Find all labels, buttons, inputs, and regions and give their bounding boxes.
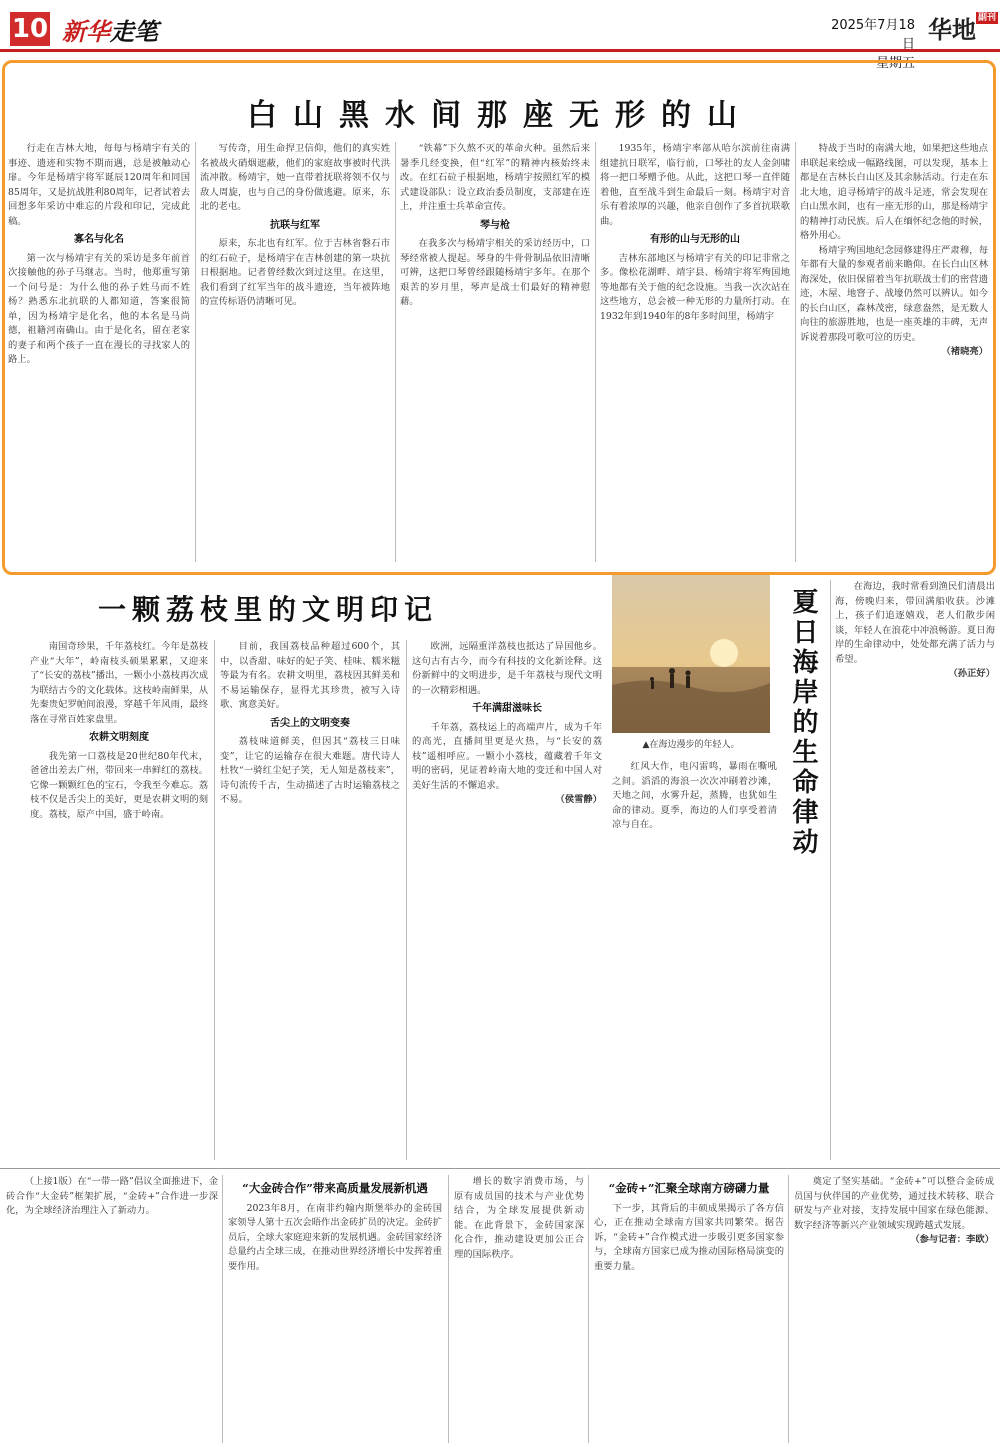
article4-subheading-2: “金砖+”汇聚全球南方磅礴力量: [608, 1181, 770, 1195]
article4-paragraph: 奠定了坚实基础。“金砖+”可以整合金砖成员国与伙伴国的产业优势，通过技术转移、联合研发与产业对接，支持发展中国家在绿色能源、数字经济等新兴产业领域实现跨越式发展。: [794, 1176, 994, 1231]
article1-subheading-2: 抗联与红军: [270, 219, 320, 231]
column-title-main: 新华: [62, 17, 110, 46]
article4-paragraph: 2023年8月，在南非约翰内斯堡举办的金砖国家领导人第十五次会晤作出金砖扩员的决定。金砖扩员后，全球大家庭迎来新的发展机遇。金砖国家经济总量约占全球三成，在推动世界经济增长中发挥着重要作用。: [228, 1202, 442, 1272]
column-title: [62, 12, 158, 47]
article1-paragraph: 第一次与杨靖宇有关的采访是多年前首次接触他的孙子马继志。当时，他郑重写第一个问号是：为什么他的孙子姓马而不姓杨？熟悉东北抗联的人都知道，答案很简单，因为杨靖宇是化名，他的本名是马尚德，祖籍河南确山。由于是化名，留在老家的妻子和两个孩子一直在漫长的寻找家人的路上。: [8, 252, 190, 365]
article4-column-3: [454, 1175, 584, 1443]
article1-paragraph: 行走在吉林大地，每每与杨靖宇有关的事迹、遗迹和实物不期而遇，总是被触动心扉。今年是杨靖宇将军诞辰120周年和同国85周年，又是抗战胜利80周年，记者试着去回想多年采访中难忘的片段和印记，完成此稿。: [8, 143, 190, 227]
article3-author: （孙正好）: [948, 668, 995, 679]
logo-badge: 副刊: [978, 13, 997, 23]
article3-column-2: [835, 580, 995, 1160]
article1-title: 白山黑水间那座无形的山: [247, 98, 753, 133]
article1-paragraph: 原来，东北也有红军。位于吉林省磐石市的红石砬子，是杨靖宇在吉林创建的第一块抗日根据地。记者曾经数次到过这里。在这里，我们看到了红军当年的战斗遗迹，当年被阵地的宣传标语仍清晰可见。: [200, 238, 390, 307]
logo-text: 华地: [928, 15, 976, 44]
article1-column-1: [8, 142, 190, 562]
article1-column-4: [600, 142, 790, 562]
article2-paragraph: 我先第一口荔枝是20世纪80年代末，爸爸出差去广州，带回来一串鲜红的荔枝。它像一颗颗红色的宝石，令我至今难忘。荔枝不仅是舌尖上的美好，更是农耕文明的刻度。荔枝，原产中国，盛于岭南。: [30, 750, 208, 820]
beach-sunset-photo: [612, 575, 770, 733]
photo-caption: ▲在海边漫步的年轻人。: [642, 740, 740, 750]
article4-paragraph: 增长的数字消费市场，与原有成员国的技术与产业优势结合，为全球发展提供新动能。在此背景下，金砖国家深化合作，推动建设更加公正合理的国际秩序。: [454, 1176, 584, 1260]
article1-author: （褚晓亮）: [941, 346, 988, 357]
column-divider: [395, 142, 396, 562]
column-divider: [588, 1175, 589, 1443]
article2-column-3: [412, 640, 602, 1160]
article1-paragraph: 杨靖宇殉国地纪念园修建得庄严肃穆，每年都有大量的参观者前来瞻仰。在长白山区林海深处，依旧保留着当年抗联战士们的密营遗迹，木屋、地窨子、战壕仍然可以辨认。如今的长白山区，森林茂密，绿意盎然，是无数人向往的旅游胜地，也是一座英雄的丰碑，无声诉说着那段可歌可泣的历史。: [800, 244, 988, 343]
page-number: 10: [11, 14, 49, 44]
article3-paragraph: 在海边，我时常看到渔民们清晨出海，傍晚归来，带回满船收获。沙滩上，孩子们追逐嬉戏，老人们散步闲谈，年轻人在浪花中冲浪畅游。夏日海岸的生命律动中，处处都充满了活力与希望。: [835, 581, 995, 665]
article2-column-2: [220, 640, 400, 1160]
article4-column-4: [594, 1175, 784, 1443]
column-title-sub: 走笔: [110, 17, 158, 46]
article2-subheading-1: 农耕文明刻度: [89, 732, 149, 743]
column-divider: [406, 640, 407, 1160]
article2-paragraph: 千年荔，荔枝运上的高端声片，成为千年的高光，直播间里更是火热，与“长安的荔枝”遥相呼应。一颗小小荔枝，蕴藏着千年文明的密码，见证着岭南大地的变迁和中国人对美好生活的不懈追求。: [412, 721, 602, 791]
article4-column-5: [794, 1175, 994, 1443]
article2-subheading-3: 千年满甜滋味长: [472, 703, 542, 714]
weekday-text: 星期五: [875, 56, 915, 71]
article2-author: （侯雪静）: [555, 794, 602, 805]
article3-paragraph: 红风大作，电闪雷鸣，暴雨在嘶吼之间。滔滔的海浪一次次冲刷着沙滩，天地之间，水雾升起，蒸腾，也犹如生命的律动。夏季，海边的人们享受着清凉与自在。: [612, 761, 777, 830]
article4-column-2: [228, 1175, 442, 1443]
article2-paragraph: 欧洲，远隔重洋荔枝也抵达了异国他乡。这句古有古今，而今有科技的文化新诠释。这份新鲜中的文明进步，是千年荔枝与现代文明的一次精彩相遇。: [412, 641, 602, 696]
column-divider: [214, 640, 215, 1160]
column-divider: [788, 1175, 789, 1443]
article4-paragraph: （上接1版）在“一带一路”倡议全面推进下，金砖合作“大金砖”框架扩展，“金砖+”合作进一步深化，为全球经济治理注入了新动力。: [6, 1176, 218, 1216]
article4-paragraph: 下一步，其背后的丰硕成果揭示了各方信心，正在推动全球南方国家共同繁荣。据告诉，“金砖+”合作模式进一步吸引更多国家参与，全球南方国家已成为推动国际格局演变的重要力量。: [594, 1202, 784, 1272]
article1-column-2: [200, 142, 390, 562]
section-divider: [0, 1168, 1000, 1169]
article1-paragraph: 1935年，杨靖宇率部从哈尔滨前往南满组建抗日联军，临行前，口琴社的友人金剑啸将一把口琴赠予他。从此，这把口琴一直伴随着他，直至战斗到生命最后一刻。杨靖宇对音乐有着浓厚的兴趣，他亲自创作了多首抗联歌曲。: [600, 143, 790, 227]
article3-title: 夏日海岸的生命律动: [788, 588, 818, 858]
date-text: 2025年7月18日: [831, 18, 915, 52]
column-divider: [795, 142, 796, 562]
column-divider: [830, 580, 831, 1160]
article4-subheading-1: “大金砖合作”带来高质量发展新机遇: [242, 1181, 428, 1195]
article1-subheading-4: 有形的山与无形的山: [650, 234, 740, 245]
article3-column-1: [612, 760, 777, 1160]
article2-column-1: [30, 640, 208, 1160]
column-divider: [448, 1175, 449, 1443]
article1-column-3: [400, 142, 590, 562]
column-divider: [595, 142, 596, 562]
article1-paragraph: 特战于当时的南满大地，如果把这些地点串联起来绘成一幅路线图，可以发现，基本上都是在吉林长白山区及其余脉活动。行走在东北大地，追寻杨靖宇的战斗足迹，常会发现在白山黑水间，也有一座无形的山，那是杨靖宇的精神打动民族。后人在缅怀纪念他的时候，格外用心。: [800, 143, 988, 241]
page-header: [0, 0, 1000, 71]
article1-paragraph: 写传奇，用生命捍卫信仰，他们的真实姓名被战火硝烟遮蔽，他们的家庭故事被时代洪流冲散。杨靖宇，她一直带着抚联将领不仅与敌人周旋，也与自己的身份做逃避。原来，东北的老屯。: [200, 143, 390, 212]
article2-paragraph: 荔枝味道鲜美，但因其“荔枝三日味变”，让它的运输存在很大难题。唐代诗人杜牧“一骑红尘妃子笑，无人知是荔枝来”，诗句流传千古，生动描述了古时运输荔枝之不易。: [220, 736, 400, 805]
section-logo: [928, 10, 998, 45]
article2-title: 一颗荔枝里的文明印记: [98, 593, 439, 626]
article1-column-5: [800, 142, 988, 562]
article4-column-1: [6, 1175, 218, 1443]
article2-paragraph: 南国奇珍果，千年荔枝红。今年是荔枝产业“大年”，岭南枝头硕果累累，又迎来了“长安的荔枝”播出，一颗小小荔枝再次成为联结古今的文化载体。这枝岭南鲜果，从先秦贵妃罗帕间浪漫，穿越千年风雨，最终落在寻常百姓家盘里。: [30, 641, 208, 725]
article1-paragraph: 在我多次与杨靖宇相关的采访经历中，口琴经常被人提起。琴身的牛骨骨制品依旧清晰可辨，这把口琴曾经跟随杨靖宇多年。在那个艰苦的岁月里，琴声是战士们最好的精神慰藉。: [400, 238, 590, 307]
article1-paragraph: 吉林东部地区与杨靖宇有关的印记非常之多。像松花湖畔、靖宇县、杨靖宇将军殉国地等地都有关于他的纪念设施。当我一次次站在这些地方，总会被一种无形的力量所打动。在1932年到1940年的8年多时间里，杨靖宇: [600, 252, 790, 322]
article2-paragraph: 目前，我国荔枝品种超过600个，其中，以香甜、味好的妃子笑、桂味、糯米糍等最为有名。农耕文明里，荔枝因其鲜美和不易运输保存，显得尤其珍贵，被写入诗歌、寓意美好。: [220, 641, 400, 710]
article1-subheading-3: 琴与枪: [480, 219, 510, 231]
column-divider: [222, 1175, 223, 1443]
article1-paragraph: “铁幕”下久熬不灭的革命火种。虽然后来暑季几经变换，但“红军”的精神内核始终未改。在红石砬子根据地，杨靖宇按照红军的模式建设部队：设立政治委员制度，支部建在连上，并注重士兵革命宣传。: [400, 143, 590, 212]
article1-subheading-1: 寡名与化名: [74, 234, 124, 245]
article2-subheading-2: 舌尖上的文明变奏: [270, 717, 350, 729]
article4-author: （参与记者：李欧）: [910, 1234, 994, 1245]
column-divider: [195, 142, 196, 562]
beach-sunset-image: [612, 575, 770, 733]
